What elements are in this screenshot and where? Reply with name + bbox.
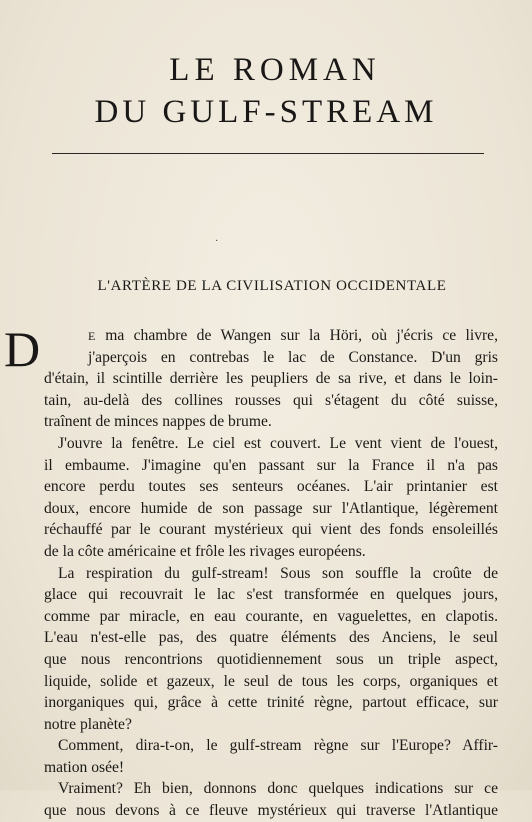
text-line: La respiration du gulf-stream! Sous son souffle la croûte de bbox=[58, 564, 498, 582]
text-line: notre planète? bbox=[44, 715, 132, 733]
chapter-title-line-2: DU GULF-STREAM bbox=[94, 94, 438, 130]
text-line: glace qui recouvrait le lac s'est transformée en quelques jours, bbox=[44, 586, 498, 604]
text-line: comme par miracle, en eau courante, en vaguelettes, en clapotis. bbox=[44, 607, 498, 625]
text-line: doux, encore humide de son passage sur l'Atlantique, légèrement bbox=[44, 499, 498, 517]
text-line: que nous rencontrions quotidiennement sous un triple aspect, bbox=[44, 650, 498, 668]
text-line: J'ouvre la fenêtre. Le ciel est couvert. Le vent vient de l'ouest, bbox=[58, 434, 498, 452]
text-line: traînent de minces nappes de brume. bbox=[44, 413, 272, 431]
body-text bbox=[44, 325, 498, 822]
text-line: L'eau n'est-elle pas, des quatre éléments des Anciens, le seul bbox=[44, 629, 498, 647]
text-line: réchauffé par le courant mystérieux qui vient des fonds ensoleillés bbox=[44, 521, 498, 539]
text-line: inorganiques qui, grâce à cette trinité règne, partout efficace, sur bbox=[44, 694, 498, 712]
drop-cap: D bbox=[4, 321, 41, 377]
text-line: liquide, solide et gazeux, le seul de tous les corps, organiques et bbox=[44, 672, 498, 690]
text-line: Comment, dira-t-on, le gulf-stream règne sur l'Europe? Affir- bbox=[58, 737, 498, 755]
section-heading: L'ARTÈRE DE LA CIVILISATION OCCIDENTALE bbox=[97, 278, 447, 294]
drop-cap-small: E bbox=[88, 329, 96, 343]
text-line: que nous devons à ce fleuve mystérieux qui traverse l'Atlantique bbox=[44, 802, 498, 820]
text-line: encore perdu toutes ses senteurs océanes. L'air printanier est bbox=[44, 478, 498, 496]
text-line: mation osée! bbox=[44, 758, 125, 776]
text-line: E ma chambre de Wangen sur la Höri, où j'écris ce livre, bbox=[88, 327, 498, 344]
chapter-title-line-1: LE ROMAN bbox=[169, 52, 381, 88]
text-line: j'aperçois en contrebas le lac de Constance. D'un gris bbox=[88, 348, 498, 366]
text-line: de la côte américaine et frôle les rivages européens. bbox=[44, 542, 366, 560]
ornament-dot: · bbox=[215, 236, 219, 247]
text-line: tain, au-delà des collines rousses qui s'étagent du côté suisse, bbox=[44, 391, 498, 409]
title-rule bbox=[52, 153, 484, 154]
text-line: Vraiment? Eh bien, donnons donc quelques indications sur ce bbox=[58, 780, 498, 798]
text-line: il embaume. J'imagine qu'en passant sur la France il n'a pas bbox=[44, 456, 498, 474]
text-line: d'étain, il scintille derrière les peupliers de sa rive, et dans le loin- bbox=[44, 370, 498, 388]
